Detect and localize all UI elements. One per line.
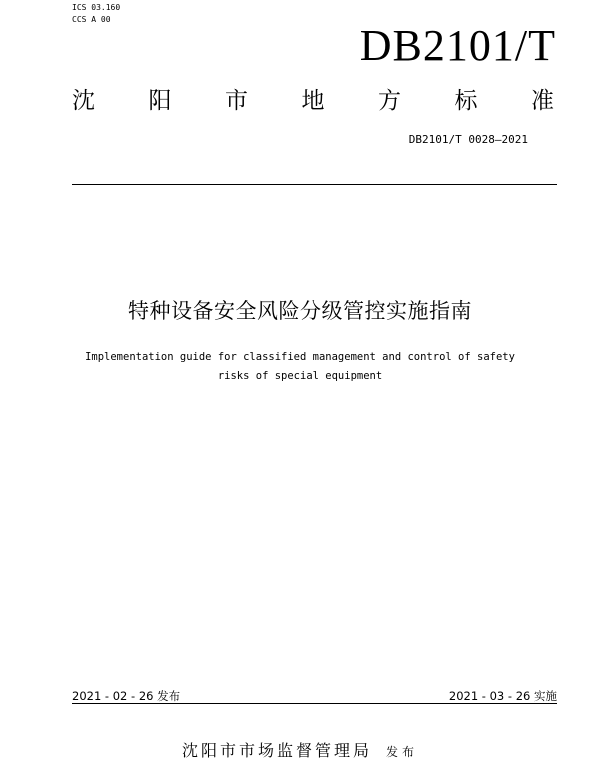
standard-kind <box>72 84 554 118</box>
issue-label: 发布 <box>386 745 419 759</box>
effective-date: 2021 - 03 - 26 实施 <box>448 689 557 703</box>
standard-kind-char: 准 <box>531 88 554 114</box>
standard-kind-char: 阳 <box>148 88 172 114</box>
standard-kind-char: 沈 <box>72 88 95 114</box>
standard-code: DB2101/T <box>359 21 556 70</box>
title-en-line: Implementation guide for classified management and control of safety <box>85 351 515 363</box>
classification-codes <box>72 2 120 26</box>
standard-kind-char: 市 <box>225 88 248 114</box>
footer-divider <box>72 703 557 704</box>
standard-kind-char: 地 <box>301 88 325 114</box>
standard-kind-char: 标 <box>454 88 478 114</box>
issuer-block <box>40 740 560 763</box>
ccs-code: CCS A 00 <box>72 15 111 24</box>
ics-code: ICS 03.160 <box>72 3 121 12</box>
standard-number: DB2101/T 0028—2021 <box>408 133 528 146</box>
header-divider <box>72 184 557 185</box>
standard-kind-char: 方 <box>378 88 401 114</box>
issue-date: 2021 - 02 - 26 发布 <box>72 689 181 703</box>
title-en-line: risks of special equipment <box>217 370 383 382</box>
issuing-authority: 沈阳市市场监督管理局 <box>181 741 372 760</box>
document-title-en <box>40 348 560 386</box>
document-title-zh: 特种设备安全风险分级管控实施指南 <box>128 299 472 323</box>
